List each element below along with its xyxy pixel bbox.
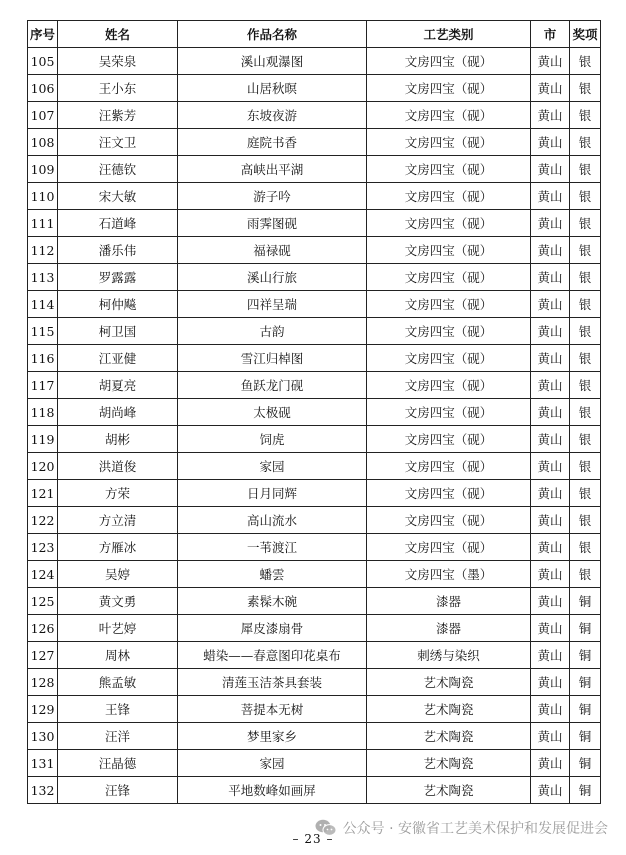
craft-category-cell: 文房四宝（砚）: [367, 237, 531, 264]
city-cell: 黄山: [531, 480, 570, 507]
city-cell: 黄山: [531, 48, 570, 75]
work-title-cell: 蜡染——春意图印花桌布: [178, 642, 367, 669]
artist-name-cell: 汪文卫: [58, 129, 178, 156]
craft-category-cell: 文房四宝（砚）: [367, 372, 531, 399]
table-row: [28, 534, 601, 561]
city-cell: 黄山: [531, 534, 570, 561]
table-row: [28, 372, 601, 399]
table-row: [28, 210, 601, 237]
table-row: [28, 615, 601, 642]
row-index-cell: 132: [28, 777, 58, 804]
city-cell: 黄山: [531, 264, 570, 291]
row-index-cell: 116: [28, 345, 58, 372]
craft-category-cell: 文房四宝（砚）: [367, 291, 531, 318]
table-row: [28, 399, 601, 426]
craft-category-cell: 漆器: [367, 615, 531, 642]
work-title-cell: 太极砚: [178, 399, 367, 426]
row-index-cell: 124: [28, 561, 58, 588]
work-title-cell: 平地数峰如画屏: [178, 777, 367, 804]
artist-name-cell: 汪晶德: [58, 750, 178, 777]
work-title-cell: 古韵: [178, 318, 367, 345]
city-cell: 黄山: [531, 561, 570, 588]
award-cell: 银: [570, 183, 601, 210]
awards-table: [27, 20, 601, 804]
award-cell: 银: [570, 264, 601, 291]
artist-name-cell: 王小东: [58, 75, 178, 102]
craft-category-cell: 文房四宝（砚）: [367, 183, 531, 210]
craft-category-cell: 艺术陶瓷: [367, 777, 531, 804]
award-cell: 银: [570, 399, 601, 426]
artist-name-cell: 柯卫国: [58, 318, 178, 345]
artist-name-cell: 方雁冰: [58, 534, 178, 561]
artist-name-cell: 宋大敏: [58, 183, 178, 210]
city-cell: 黄山: [531, 750, 570, 777]
craft-category-cell: 文房四宝（砚）: [367, 210, 531, 237]
work-title-cell: 游子吟: [178, 183, 367, 210]
table-row: [28, 75, 601, 102]
artist-name-cell: 叶艺婷: [58, 615, 178, 642]
craft-category-cell: 文房四宝（砚）: [367, 345, 531, 372]
award-cell: 银: [570, 237, 601, 264]
work-title-cell: 犀皮漆扇骨: [178, 615, 367, 642]
table-row: [28, 291, 601, 318]
row-index-cell: 128: [28, 669, 58, 696]
city-cell: 黄山: [531, 318, 570, 345]
award-cell: 银: [570, 291, 601, 318]
row-index-cell: 126: [28, 615, 58, 642]
table-row: [28, 264, 601, 291]
award-cell: 银: [570, 129, 601, 156]
table-row: [28, 588, 601, 615]
table-row: [28, 48, 601, 75]
city-cell: 黄山: [531, 210, 570, 237]
city-cell: 黄山: [531, 426, 570, 453]
award-cell: 银: [570, 561, 601, 588]
award-cell: 银: [570, 102, 601, 129]
artist-name-cell: 黄文勇: [58, 588, 178, 615]
row-index-cell: 105: [28, 48, 58, 75]
craft-category-cell: 刺绣与染织: [367, 642, 531, 669]
award-cell: 铜: [570, 642, 601, 669]
artist-name-cell: 汪洋: [58, 723, 178, 750]
row-index-cell: 108: [28, 129, 58, 156]
table-row: [28, 561, 601, 588]
award-cell: 铜: [570, 615, 601, 642]
work-title-cell: 日月同辉: [178, 480, 367, 507]
work-title-cell: 一苇渡江: [178, 534, 367, 561]
work-title-cell: 饲虎: [178, 426, 367, 453]
artist-name-cell: 胡夏亮: [58, 372, 178, 399]
table-row: [28, 696, 601, 723]
artist-name-cell: 方立清: [58, 507, 178, 534]
award-cell: 铜: [570, 723, 601, 750]
row-index-cell: 117: [28, 372, 58, 399]
artist-name-cell: 吴荣泉: [58, 48, 178, 75]
artist-name-cell: 江亚健: [58, 345, 178, 372]
work-title-cell: 山居秋暝: [178, 75, 367, 102]
city-cell: 黄山: [531, 777, 570, 804]
table-row: [28, 453, 601, 480]
craft-category-cell: 文房四宝（砚）: [367, 480, 531, 507]
craft-category-cell: 艺术陶瓷: [367, 696, 531, 723]
work-title-cell: 菩提本无树: [178, 696, 367, 723]
row-index-cell: 119: [28, 426, 58, 453]
city-cell: 黄山: [531, 723, 570, 750]
artist-name-cell: 周林: [58, 642, 178, 669]
row-index-cell: 107: [28, 102, 58, 129]
work-title-cell: 四祥呈瑞: [178, 291, 367, 318]
award-cell: 银: [570, 534, 601, 561]
city-cell: 黄山: [531, 237, 570, 264]
city-cell: 黄山: [531, 507, 570, 534]
row-index-cell: 112: [28, 237, 58, 264]
artist-name-cell: 吴婷: [58, 561, 178, 588]
craft-category-cell: 艺术陶瓷: [367, 669, 531, 696]
table-body: [28, 48, 601, 804]
row-index-cell: 125: [28, 588, 58, 615]
row-index-cell: 106: [28, 75, 58, 102]
city-cell: 黄山: [531, 399, 570, 426]
row-index-cell: 111: [28, 210, 58, 237]
row-index-cell: 131: [28, 750, 58, 777]
award-cell: 银: [570, 48, 601, 75]
craft-category-cell: 文房四宝（砚）: [367, 453, 531, 480]
row-index-cell: 130: [28, 723, 58, 750]
craft-category-cell: 漆器: [367, 588, 531, 615]
award-cell: 铜: [570, 777, 601, 804]
table-row: [28, 237, 601, 264]
craft-category-cell: 文房四宝（砚）: [367, 426, 531, 453]
row-index-cell: 115: [28, 318, 58, 345]
header-name: 姓名: [58, 21, 178, 48]
craft-category-cell: 文房四宝（砚）: [367, 156, 531, 183]
craft-category-cell: 文房四宝（砚）: [367, 102, 531, 129]
table-row: [28, 777, 601, 804]
city-cell: 黄山: [531, 615, 570, 642]
award-cell: 银: [570, 372, 601, 399]
city-cell: 黄山: [531, 129, 570, 156]
award-cell: 铜: [570, 750, 601, 777]
award-cell: 银: [570, 75, 601, 102]
award-cell: 银: [570, 210, 601, 237]
work-title-cell: 福禄砚: [178, 237, 367, 264]
table-row: [28, 750, 601, 777]
work-title-cell: 鱼跃龙门砚: [178, 372, 367, 399]
table-row: [28, 723, 601, 750]
work-title-cell: 高山流水: [178, 507, 367, 534]
award-cell: 铜: [570, 669, 601, 696]
city-cell: 黄山: [531, 156, 570, 183]
work-title-cell: 蟠雲: [178, 561, 367, 588]
city-cell: 黄山: [531, 102, 570, 129]
artist-name-cell: 王锋: [58, 696, 178, 723]
artist-name-cell: 方荣: [58, 480, 178, 507]
row-index-cell: 110: [28, 183, 58, 210]
artist-name-cell: 潘乐伟: [58, 237, 178, 264]
artist-name-cell: 汪锋: [58, 777, 178, 804]
table-row: [28, 102, 601, 129]
award-cell: 银: [570, 453, 601, 480]
craft-category-cell: 艺术陶瓷: [367, 750, 531, 777]
artist-name-cell: 柯仲飚: [58, 291, 178, 318]
city-cell: 黄山: [531, 669, 570, 696]
table-row: [28, 669, 601, 696]
city-cell: 黄山: [531, 696, 570, 723]
work-title-cell: 东坡夜游: [178, 102, 367, 129]
award-cell: 银: [570, 426, 601, 453]
craft-category-cell: 文房四宝（砚）: [367, 318, 531, 345]
city-cell: 黄山: [531, 75, 570, 102]
award-cell: 银: [570, 345, 601, 372]
artist-name-cell: 石道峰: [58, 210, 178, 237]
header-work-title: 作品名称: [178, 21, 367, 48]
craft-category-cell: 文房四宝（砚）: [367, 507, 531, 534]
table-row: [28, 129, 601, 156]
artist-name-cell: 罗露露: [58, 264, 178, 291]
header-award: 奖项: [570, 21, 601, 48]
row-index-cell: 120: [28, 453, 58, 480]
artist-name-cell: 汪德钦: [58, 156, 178, 183]
table-row: [28, 318, 601, 345]
city-cell: 黄山: [531, 345, 570, 372]
work-title-cell: 梦里家乡: [178, 723, 367, 750]
row-index-cell: 118: [28, 399, 58, 426]
craft-category-cell: 文房四宝（砚）: [367, 75, 531, 102]
watermark-text: 公众号 · 安徽省工艺美术保护和发展促进会: [342, 821, 608, 837]
craft-category-cell: 文房四宝（砚）: [367, 399, 531, 426]
city-cell: 黄山: [531, 588, 570, 615]
table-row: [28, 156, 601, 183]
table-row: [28, 345, 601, 372]
row-index-cell: 129: [28, 696, 58, 723]
table-row: [28, 183, 601, 210]
award-cell: 银: [570, 507, 601, 534]
award-cell: 铜: [570, 696, 601, 723]
row-index-cell: 113: [28, 264, 58, 291]
work-title-cell: 庭院书香: [178, 129, 367, 156]
work-title-cell: 清莲玉洁茶具套装: [178, 669, 367, 696]
artist-name-cell: 汪紫芳: [58, 102, 178, 129]
work-title-cell: 雪江归棹图: [178, 345, 367, 372]
artist-name-cell: 洪道俊: [58, 453, 178, 480]
artist-name-cell: 熊孟敏: [58, 669, 178, 696]
work-title-cell: 家园: [178, 453, 367, 480]
row-index-cell: 123: [28, 534, 58, 561]
work-title-cell: 溪山观瀑图: [178, 48, 367, 75]
work-title-cell: 家园: [178, 750, 367, 777]
award-cell: 银: [570, 480, 601, 507]
award-cell: 铜: [570, 588, 601, 615]
header-city: 市: [531, 21, 570, 48]
artist-name-cell: 胡彬: [58, 426, 178, 453]
table-row: [28, 480, 601, 507]
work-title-cell: 素髹木碗: [178, 588, 367, 615]
header-craft-category: 工艺类别: [367, 21, 531, 48]
row-index-cell: 127: [28, 642, 58, 669]
row-index-cell: 122: [28, 507, 58, 534]
award-cell: 银: [570, 156, 601, 183]
page-number: – 23 –: [292, 832, 334, 846]
craft-category-cell: 文房四宝（砚）: [367, 534, 531, 561]
artist-name-cell: 胡尚峰: [58, 399, 178, 426]
craft-category-cell: 文房四宝（砚）: [367, 264, 531, 291]
craft-category-cell: 艺术陶瓷: [367, 723, 531, 750]
row-index-cell: 121: [28, 480, 58, 507]
craft-category-cell: 文房四宝（墨）: [367, 561, 531, 588]
city-cell: 黄山: [531, 642, 570, 669]
header-row: [28, 21, 601, 48]
table-row: [28, 642, 601, 669]
work-title-cell: 溪山行旅: [178, 264, 367, 291]
city-cell: 黄山: [531, 291, 570, 318]
city-cell: 黄山: [531, 453, 570, 480]
row-index-cell: 114: [28, 291, 58, 318]
craft-category-cell: 文房四宝（砚）: [367, 48, 531, 75]
work-title-cell: 雨霁图砚: [178, 210, 367, 237]
table-row: [28, 507, 601, 534]
work-title-cell: 高峡出平湖: [178, 156, 367, 183]
craft-category-cell: 文房四宝（砚）: [367, 129, 531, 156]
table-row: [28, 426, 601, 453]
row-index-cell: 109: [28, 156, 58, 183]
city-cell: 黄山: [531, 372, 570, 399]
award-cell: 银: [570, 318, 601, 345]
header-index: 序号: [28, 21, 58, 48]
city-cell: 黄山: [531, 183, 570, 210]
